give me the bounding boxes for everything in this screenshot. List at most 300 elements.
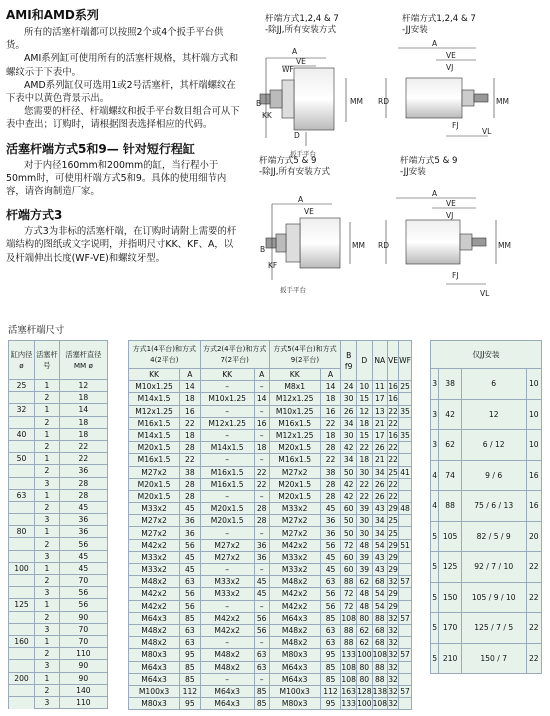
table-cell: 68 <box>372 624 388 636</box>
table-cell: 18 <box>357 454 373 466</box>
table-cell: 63 <box>320 637 341 649</box>
table-cell: M42x2 <box>269 539 320 551</box>
table-cell: – <box>200 637 254 649</box>
table-cell: 60 <box>341 551 357 563</box>
table-row <box>431 613 542 644</box>
diagram-1-caption: 杆端方式1,2,4 & 7 -除JJ,所有安装方式 <box>265 14 339 35</box>
table-cell: 22 <box>526 552 541 583</box>
table-cell: 11 <box>372 381 388 393</box>
header-a-2: A <box>254 369 269 381</box>
table-cell: 16 <box>526 491 541 522</box>
table-row <box>9 380 108 392</box>
table-cell: M64x3 <box>269 673 320 685</box>
header-wf: WF <box>399 341 412 381</box>
table-cell: 100 <box>357 650 372 660</box>
header-bore: 缸内径 ø <box>9 341 35 380</box>
table-cell: 18 <box>180 429 201 441</box>
table-cell: 75 / 6 / 13 <box>461 491 526 522</box>
table-cell: – <box>254 405 269 417</box>
label-wrench-3: 扳手平台 <box>280 286 306 294</box>
table-cell <box>9 575 35 587</box>
table-cell: 56 <box>180 539 201 551</box>
table-cell: 22 <box>59 440 107 452</box>
table-cell: M64x3 <box>129 673 180 685</box>
table-cell: 100 <box>357 699 372 709</box>
table-cell <box>399 515 412 527</box>
table-cell: 18 <box>320 429 341 441</box>
table-cell: 85 <box>320 612 341 624</box>
table-row <box>9 514 108 526</box>
table-cell: 108 <box>372 650 388 660</box>
table-cell <box>399 393 412 405</box>
table-cell: – <box>200 454 254 466</box>
table-cell: 110 <box>59 696 107 708</box>
table-cell: 39 <box>357 503 373 515</box>
table-cell: 4 <box>431 491 439 522</box>
table-row <box>129 685 412 697</box>
table-cell: 56 <box>180 600 201 612</box>
header-style-2-7: 方式2(4平台)和方式7(2平台) <box>200 341 269 369</box>
table-cell: M100x3 <box>129 685 180 697</box>
table-cell: 63 <box>180 624 201 636</box>
table-cell: 22 <box>526 613 541 644</box>
table-cell: 40 <box>9 428 35 440</box>
table-cell: 125 <box>9 599 35 611</box>
table-cell: M20x1.5 <box>129 478 180 490</box>
table-cell: 45 <box>320 503 341 515</box>
table-cell: 20 <box>526 521 541 552</box>
header-kk-1: KK <box>129 369 180 381</box>
rod-end-dimensions-body <box>129 381 412 710</box>
table-cell: 1 <box>35 526 60 538</box>
table-cell: M42x2 <box>129 600 180 612</box>
table-cell: 72 <box>341 539 357 551</box>
table-row <box>431 552 542 583</box>
table-row <box>431 430 542 461</box>
table-cell: 210 <box>439 643 461 674</box>
table-cell <box>399 417 412 429</box>
table-cell: 60 <box>341 503 357 515</box>
table-cell: 85 <box>180 673 201 685</box>
table-cell: 28 <box>320 490 341 502</box>
table-cell: 3 <box>35 623 60 635</box>
table-caption: 活塞杆端尺寸 <box>8 325 65 336</box>
label-fj-2: FJ <box>452 121 459 130</box>
table-row <box>129 588 412 600</box>
section-rod-end-5-9-text: 对于内径160mm和200mm的缸，当行程小于50mm时，可使用杆端方式5和9。具体的使用细节内容，请咨询制造厂家。 <box>6 159 227 198</box>
table-cell: 42 <box>341 442 357 454</box>
table-cell: 63 <box>254 661 269 673</box>
table-cell: 50 <box>341 515 357 527</box>
table-cell: 16 <box>388 394 398 404</box>
table-cell: 85 <box>320 661 341 673</box>
table-cell: 22 <box>388 443 398 453</box>
table-cell: M42x2 <box>269 600 320 612</box>
table-cell <box>399 637 412 649</box>
table-cell: 1 <box>35 404 60 416</box>
table-cell: 45 <box>180 551 201 563</box>
table-cell: – <box>200 600 254 612</box>
table-cell <box>9 696 35 708</box>
table-cell: M14x1.5 <box>200 442 254 454</box>
table-cell: 90 <box>59 611 107 623</box>
table-cell: M80x3 <box>269 649 320 661</box>
table-cell: 26 <box>341 405 357 417</box>
table-row <box>9 489 108 501</box>
table-cell: 36 <box>254 551 269 563</box>
table-cell: – <box>254 564 269 576</box>
table-cell: 29 <box>388 601 398 611</box>
table-cell: 16 <box>526 460 541 491</box>
table-cell: 22 <box>388 406 398 416</box>
table-cell: 2 <box>35 538 60 550</box>
table-cell: 4 <box>431 460 439 491</box>
table-cell: 28 <box>320 442 341 454</box>
table-row <box>129 551 412 563</box>
table-cell <box>9 465 35 477</box>
table-cell: 88 <box>341 624 357 636</box>
table-row <box>9 611 108 623</box>
table-cell: 100 <box>9 562 35 574</box>
label-wrench-1: 扳手平台 <box>290 150 316 158</box>
table-cell: 22 <box>357 490 373 502</box>
label-a-4: A <box>432 189 438 198</box>
table-row <box>9 575 108 587</box>
table-cell: M27x2 <box>129 466 180 478</box>
table-row <box>9 696 108 708</box>
table-cell: – <box>254 381 269 393</box>
table-cell: 3 <box>35 660 60 672</box>
label-rd-2: RD <box>378 97 389 106</box>
table-cell: M14x1.5 <box>129 429 180 441</box>
table-cell: 22 <box>388 455 398 465</box>
table-cell: 34 <box>341 454 357 466</box>
table-cell: 85 <box>254 685 269 697</box>
table-row <box>129 612 412 624</box>
table-cell: 36 <box>180 527 201 539</box>
diagram-3-caption: 杆端方式5 & 9 -除JJ,所有安装方式 <box>259 156 331 177</box>
table-cell: M20x1.5 <box>129 490 180 502</box>
intro-paragraph-3: AMD系列缸仅可选用1或2号活塞杆，其杆端螺纹在下表中以黄色背景示出。 <box>6 79 236 105</box>
table-cell: 45 <box>254 588 269 600</box>
table-cell: 41 <box>400 467 410 477</box>
table-cell: 22 <box>320 454 341 466</box>
table-cell: 28 <box>254 515 269 527</box>
table-cell: 32 <box>388 686 398 696</box>
intro-paragraph-1: 所有的活塞杆端都可以按照2个或4个扳手平台供货。 <box>6 27 224 52</box>
table-cell: 22 <box>388 491 398 501</box>
table-cell: 32 <box>388 650 398 660</box>
table-cell: 128 <box>357 686 372 696</box>
table-cell: M48x2 <box>129 624 180 636</box>
table-row <box>129 381 412 393</box>
table-cell: 5 <box>431 552 439 583</box>
table-cell: 28 <box>180 478 201 490</box>
table-cell: 36 <box>59 514 107 526</box>
table-cell: 32 <box>388 577 398 587</box>
table-cell: 95 <box>320 649 341 661</box>
table-cell: 200 <box>9 672 35 684</box>
table-cell: 28 <box>59 489 107 501</box>
table-row <box>129 466 412 478</box>
table-cell <box>9 587 35 599</box>
table-cell <box>9 550 35 562</box>
table-cell: 85 <box>180 612 201 624</box>
table-cell: M42x2 <box>200 612 254 624</box>
table-cell: 26 <box>372 490 388 502</box>
table-cell: 18 <box>320 393 341 405</box>
table-row <box>9 635 108 647</box>
table-cell: 63 <box>9 489 35 501</box>
label-fj-4: FJ <box>452 271 459 280</box>
table-row <box>129 539 412 551</box>
label-mm-2: MM <box>496 97 509 106</box>
label-kf-3: KF <box>268 261 278 270</box>
label-wf-1: WF <box>282 65 294 74</box>
table-cell: 32 <box>388 638 398 648</box>
table-cell: 56 <box>320 539 341 551</box>
table-cell: 5 <box>431 521 439 552</box>
table-header-row <box>9 341 108 380</box>
table-cell: 35 <box>400 406 410 416</box>
table-cell: 16 <box>320 405 341 417</box>
table-cell: 2 <box>35 575 60 587</box>
table-cell: 10 <box>526 430 541 461</box>
table-cell: – <box>200 429 254 441</box>
table-cell: 30 <box>341 393 357 405</box>
table-cell: 70 <box>59 575 107 587</box>
table-cell: M33x2 <box>200 576 254 588</box>
table-cell: M42x2 <box>129 539 180 551</box>
table-cell: M80x3 <box>129 698 180 710</box>
table-cell: M27x2 <box>200 551 254 563</box>
table-row <box>9 416 108 428</box>
table-cell: M20x1.5 <box>269 442 320 454</box>
table-cell: 5 <box>431 613 439 644</box>
table-cell: 22 <box>180 417 201 429</box>
table-cell <box>9 392 35 404</box>
label-vj-2: VJ <box>446 63 454 72</box>
series-title: AMI和AMD系列 <box>6 8 99 22</box>
table-row <box>129 661 412 673</box>
header-style-1-4: 方式1(4平台)和方式4(2平台) <box>129 341 201 369</box>
table-cell: 62 <box>357 624 373 636</box>
table-cell: – <box>200 673 254 685</box>
table-cell: 125 <box>439 552 461 583</box>
table-cell: M33x2 <box>129 564 180 576</box>
table-cell: 34 <box>341 417 357 429</box>
table-cell: 18 <box>59 416 107 428</box>
table-row <box>431 491 542 522</box>
table-row <box>129 417 412 429</box>
table-row <box>9 392 108 404</box>
table-cell: M64x3 <box>200 698 254 710</box>
label-ve-1: VE <box>296 57 306 66</box>
table-cell: 80 <box>357 661 373 673</box>
diagram-4-drawing <box>386 198 496 284</box>
table-row <box>431 521 542 552</box>
table-row <box>129 673 412 685</box>
table-cell: 85 <box>180 661 201 673</box>
table-cell: 29 <box>388 565 398 575</box>
table-row <box>431 460 542 491</box>
table-row <box>129 442 412 454</box>
table-cell: 90 <box>59 660 107 672</box>
table-cell: 140 <box>59 684 107 696</box>
table-cell: M80x3 <box>269 698 320 710</box>
header-kk-2: KK <box>200 369 254 381</box>
table-cell: 22 <box>59 453 107 465</box>
table-cell: 112 <box>320 685 341 697</box>
table-cell: 70 <box>59 635 107 647</box>
table-cell: M64x3 <box>200 685 254 697</box>
table-cell: 95 <box>320 698 341 710</box>
table-cell: 56 <box>254 612 269 624</box>
table-cell: 18 <box>180 393 201 405</box>
table-row <box>9 562 108 574</box>
table-row <box>431 369 542 400</box>
table-cell: 48 <box>357 600 373 612</box>
table-cell: M48x2 <box>269 576 320 588</box>
label-b-1: B <box>256 99 262 108</box>
header-b: B f9 <box>341 341 357 381</box>
table-cell: 32 <box>388 699 398 709</box>
table-cell: 12 <box>357 405 373 417</box>
table-cell: 14 <box>320 381 341 393</box>
header-rod-number: 活塞杆号 <box>35 341 60 380</box>
table-cell: 30 <box>357 527 373 539</box>
table-row <box>129 454 412 466</box>
table-cell: 57 <box>400 686 410 696</box>
table-cell: 36 <box>320 527 341 539</box>
table-row <box>9 477 108 489</box>
header-ve: VE <box>388 341 399 381</box>
table-cell: 56 <box>254 624 269 636</box>
table-cell <box>9 623 35 635</box>
table-cell: M48x2 <box>200 649 254 661</box>
table-row <box>129 637 412 649</box>
table-header-row <box>129 341 412 369</box>
table-cell: M64x3 <box>129 612 180 624</box>
header-na: NA <box>372 341 388 381</box>
table-row <box>129 405 412 417</box>
table-cell: 133 <box>341 650 356 660</box>
table-cell <box>399 527 412 539</box>
table-cell: – <box>254 454 269 466</box>
table-cell: 10 <box>526 399 541 430</box>
table-cell: 5 <box>431 582 439 613</box>
label-mm-4: MM <box>498 241 511 250</box>
table-cell <box>399 698 412 710</box>
table-cell: 88 <box>372 673 388 685</box>
table-cell: 38 <box>439 369 461 400</box>
table-cell: 108 <box>341 613 356 623</box>
table-cell: M64x3 <box>269 612 320 624</box>
table-row <box>9 428 108 440</box>
table-cell: 15 <box>357 393 373 405</box>
table-cell: M33x2 <box>269 564 320 576</box>
table-cell: M27x2 <box>269 527 320 539</box>
table-cell: M16x1.5 <box>269 454 320 466</box>
table-cell <box>9 611 35 623</box>
table-cell: 70 <box>59 623 107 635</box>
table-cell: 56 <box>59 587 107 599</box>
table-cell: 1 <box>35 599 60 611</box>
table-cell: – <box>254 600 269 612</box>
intro-paragraph-4: 您需要的杆径、杆端螺纹和扳手平台数目组合可从下表中查出；订购时，请根据图表选择相应的代码。 <box>6 106 240 131</box>
table-cell: 3 <box>431 430 439 461</box>
label-d-1: D <box>294 131 300 140</box>
table-cell: – <box>254 527 269 539</box>
table-row <box>129 624 412 636</box>
table-cell: 56 <box>180 588 201 600</box>
table-cell: 39 <box>357 551 373 563</box>
table-row <box>129 503 412 515</box>
table-cell: 112 <box>180 685 201 697</box>
table-cell: 18 <box>59 392 107 404</box>
table-cell: 45 <box>254 576 269 588</box>
table-cell: 51 <box>400 540 410 550</box>
table-row <box>9 501 108 513</box>
table-cell <box>399 661 412 673</box>
table-cell <box>399 454 412 466</box>
table-cell: 45 <box>180 564 201 576</box>
table-row <box>431 643 542 674</box>
table-cell: 29 <box>388 504 398 514</box>
table-cell: 36 <box>59 465 107 477</box>
table-cell: 48 <box>400 504 410 514</box>
table-cell: 80 <box>357 612 373 624</box>
table-cell: M42x2 <box>200 624 254 636</box>
table-cell: 30 <box>357 466 373 478</box>
table-cell: 48 <box>357 539 373 551</box>
table-cell: M12x1.25 <box>269 429 320 441</box>
label-mm-3: MM <box>352 241 365 250</box>
table-cell: 32 <box>388 662 398 672</box>
table-cell: 28 <box>180 490 201 502</box>
table-cell: 16 <box>254 417 269 429</box>
table-cell: M33x2 <box>200 588 254 600</box>
table-cell: 56 <box>320 600 341 612</box>
table-cell: 12 <box>59 380 107 392</box>
table-cell: 3 <box>35 514 60 526</box>
jj-mount-body <box>431 369 542 674</box>
table-header-row <box>431 341 542 369</box>
table-cell: M27x2 <box>129 515 180 527</box>
table-cell: 1 <box>35 380 60 392</box>
table-row <box>9 599 108 611</box>
table-cell: – <box>200 490 254 502</box>
table-cell: 80 <box>357 673 373 685</box>
table-cell: 25 <box>400 382 410 392</box>
table-row <box>129 564 412 576</box>
table-cell <box>9 684 35 696</box>
table-cell: 10 <box>357 381 373 393</box>
table-cell: 54 <box>372 539 388 551</box>
table-cell: 38 <box>180 466 201 478</box>
table-cell: 3 <box>35 550 60 562</box>
table-cell: 36 <box>254 539 269 551</box>
table-row <box>129 527 412 539</box>
table-cell: M42x2 <box>269 588 320 600</box>
table-cell: M16x1.5 <box>200 466 254 478</box>
table-row <box>9 660 108 672</box>
table-cell: 30 <box>341 429 357 441</box>
section-rod-end-3-text: 方式3为非标的活塞杆端，在订购时请附上需要的杆端结构的图纸或文字说明，并指明尺寸KK、KF、A，以及杆端伸出长度(WF-VE)和螺纹牙型。 <box>6 226 237 264</box>
table-cell <box>399 442 412 454</box>
table-cell: 29 <box>388 540 398 550</box>
table-cell: M64x3 <box>269 661 320 673</box>
